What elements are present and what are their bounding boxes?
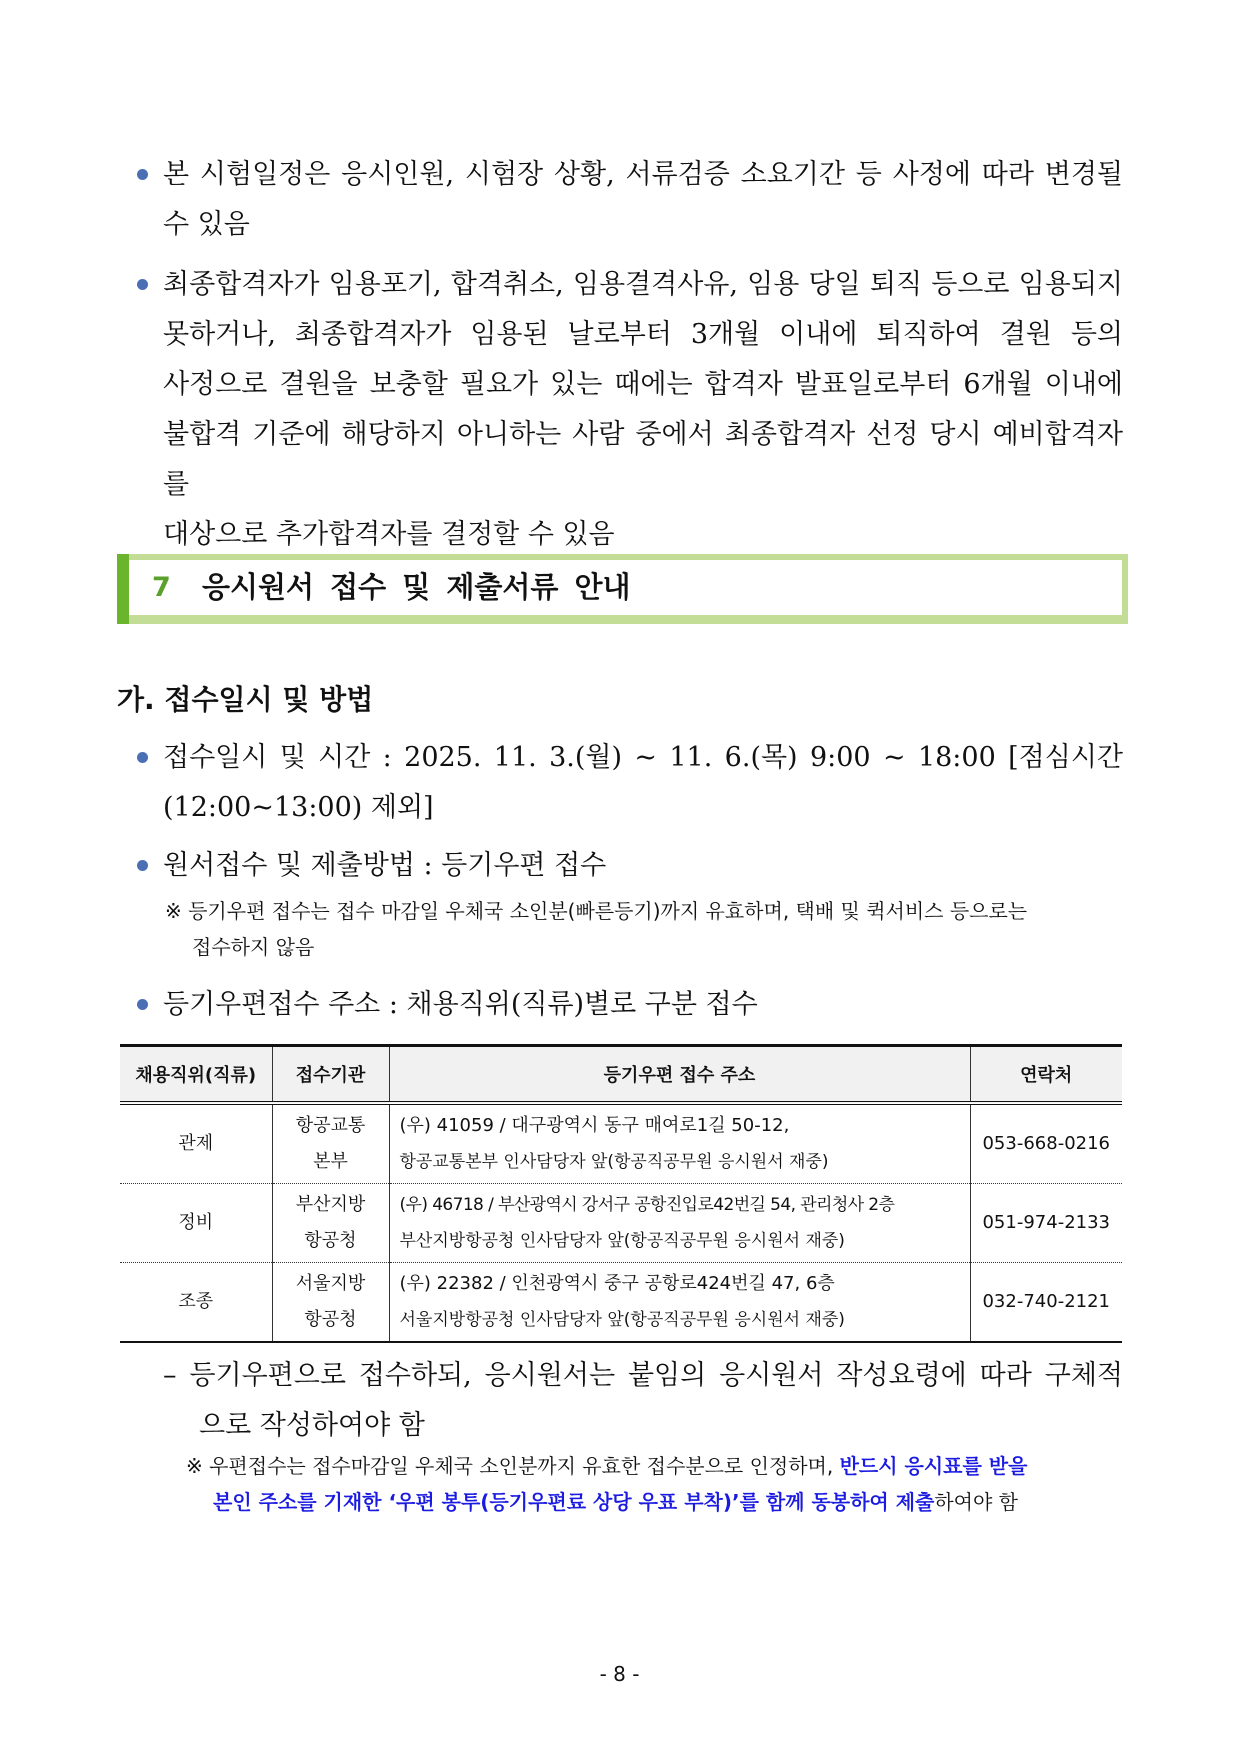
table-row bbox=[120, 1184, 1122, 1263]
line: – 등기우편으로 접수하되, 응시원서는 붙임의 응시원서 작성요령에 따라 구체적 bbox=[163, 1360, 1123, 1391]
address-line: 항공교통본부 인사담당자 앞(항공직공무원 응시원서 재중) bbox=[399, 1152, 829, 1172]
note-emphasis: 본인 주소를 기재한 ‘우편 봉투(등기우편료 상당 우표 부착)’를 함께 동봉하여 제출 bbox=[213, 1490, 935, 1514]
header-position: 채용직위(직류) bbox=[120, 1046, 272, 1104]
org-line: 본부 bbox=[313, 1151, 348, 1172]
org-line: 항공청 bbox=[304, 1309, 357, 1330]
org-line: 서울지방 bbox=[295, 1273, 366, 1294]
paragraph-address bbox=[163, 980, 1123, 1030]
line bbox=[186, 1484, 1126, 1520]
table-row bbox=[120, 1263, 1122, 1343]
line: 사정으로 결원을 보충할 필요가 있는 때에는 합격자 발표일로부터 6개월 이내에 bbox=[163, 369, 1123, 400]
section-accent bbox=[117, 554, 129, 624]
section-number: 7 bbox=[152, 572, 171, 603]
cell-org bbox=[272, 1103, 389, 1184]
org-line: 항공청 bbox=[304, 1230, 357, 1251]
line: 최종합격자가 임용포기, 합격취소, 임용결격사유, 임용 당일 퇴직 등으로 임용되지 bbox=[163, 269, 1123, 300]
address-line: (우) 41059 / 대구광역시 동구 매여로1길 50-12, bbox=[399, 1115, 790, 1136]
header-address: 등기우편 접수 주소 bbox=[389, 1046, 970, 1104]
cell-org bbox=[272, 1184, 389, 1263]
page-number: - 8 - bbox=[599, 1662, 640, 1686]
subsection-title: 가. 접수일시 및 방법 bbox=[117, 683, 374, 716]
line bbox=[186, 1448, 1126, 1484]
table-row bbox=[120, 1103, 1122, 1184]
cell-address bbox=[389, 1103, 970, 1184]
paragraph-reception-time bbox=[163, 733, 1123, 833]
cell-position: 정비 bbox=[120, 1184, 272, 1263]
line: 대상으로 추가합격자를 결정할 수 있음 bbox=[163, 519, 615, 550]
address-line: 부산지방항공청 인사담당자 앞(항공직공무원 응시원서 재중) bbox=[399, 1231, 845, 1251]
cell-address bbox=[389, 1263, 970, 1343]
table-header-row bbox=[120, 1046, 1122, 1104]
bullet-dot bbox=[137, 860, 148, 871]
header-phone: 연락처 bbox=[970, 1046, 1122, 1104]
bullet-dot bbox=[137, 999, 148, 1010]
bullet-dot bbox=[137, 279, 148, 290]
org-line: 항공교통 bbox=[295, 1115, 366, 1136]
cell-org bbox=[272, 1263, 389, 1343]
note-text: 하여야 함 bbox=[934, 1490, 1018, 1514]
paragraph-additional-pass bbox=[163, 260, 1123, 560]
line: ※ 등기우편 접수는 접수 마감일 우체국 소인분(빠른등기)까지 유효하며, 택배 및 퀵서비스 등으로는 bbox=[165, 899, 1028, 923]
cell-address bbox=[389, 1184, 970, 1263]
line: 원서접수 및 제출방법 : 등기우편 접수 bbox=[163, 850, 607, 881]
bullet-dot bbox=[137, 169, 148, 180]
line: 못하거나, 최종합격자가 임용된 날로부터 3개월 이내에 퇴직하여 결원 등의 bbox=[163, 319, 1123, 350]
note-text: ※ 우편접수는 접수마감일 우체국 소인분까지 유효한 접수분으로 인정하며, bbox=[186, 1454, 840, 1478]
line: 본 시험일정은 응시인원, 시험장 상황, 서류검증 소요기간 등 사정에 따라 변경될 bbox=[163, 159, 1123, 190]
line: 접수일시 및 시간 : 2025. 11. 3.(월) ~ 11. 6.(목) 9:00 ~ 18:00 [점심시간 bbox=[163, 742, 1123, 773]
cell-phone: 051-974-2133 bbox=[970, 1184, 1122, 1263]
address-line: (우) 22382 / 인천광역시 중구 공항로424번길 47, 6층 bbox=[399, 1273, 835, 1294]
bullet-dot bbox=[137, 752, 148, 763]
line: 접수하지 않음 bbox=[192, 935, 315, 959]
line: 으로 작성하여야 함 bbox=[199, 1410, 425, 1441]
line: (12:00~13:00) 제외] bbox=[163, 792, 434, 823]
final-note bbox=[186, 1448, 1126, 1520]
cell-position: 관제 bbox=[120, 1103, 272, 1184]
method-note bbox=[165, 893, 1123, 965]
address-table bbox=[120, 1044, 1122, 1343]
address-line: (우) 46718 / 부산광역시 강서구 공항진입로42번길 54, 관리청사 2층 bbox=[399, 1195, 895, 1215]
line: 등기우편접수 주소 : 채용직위(직류)별로 구분 접수 bbox=[163, 989, 758, 1020]
address-line: 서울지방항공청 인사담당자 앞(항공직공무원 응시원서 재중) bbox=[399, 1310, 845, 1330]
cell-phone: 053-668-0216 bbox=[970, 1103, 1122, 1184]
org-line: 부산지방 bbox=[295, 1194, 366, 1215]
cell-phone: 032-740-2121 bbox=[970, 1263, 1122, 1343]
line: 수 있음 bbox=[163, 209, 250, 240]
section-title: 응시원서 접수 및 제출서류 안내 bbox=[202, 570, 631, 604]
line: 불합격 기준에 해당하지 아니하는 사람 중에서 최종합격자 선정 당시 예비합격자를 bbox=[163, 419, 1123, 500]
paragraph-method bbox=[163, 841, 1123, 891]
section-header bbox=[117, 554, 1128, 624]
paragraph-dash-item bbox=[163, 1351, 1123, 1451]
cell-position: 조종 bbox=[120, 1263, 272, 1343]
note-emphasis: 반드시 응시표를 받을 bbox=[839, 1454, 1028, 1478]
paragraph-schedule-change bbox=[163, 150, 1123, 250]
header-org: 접수기관 bbox=[272, 1046, 389, 1104]
